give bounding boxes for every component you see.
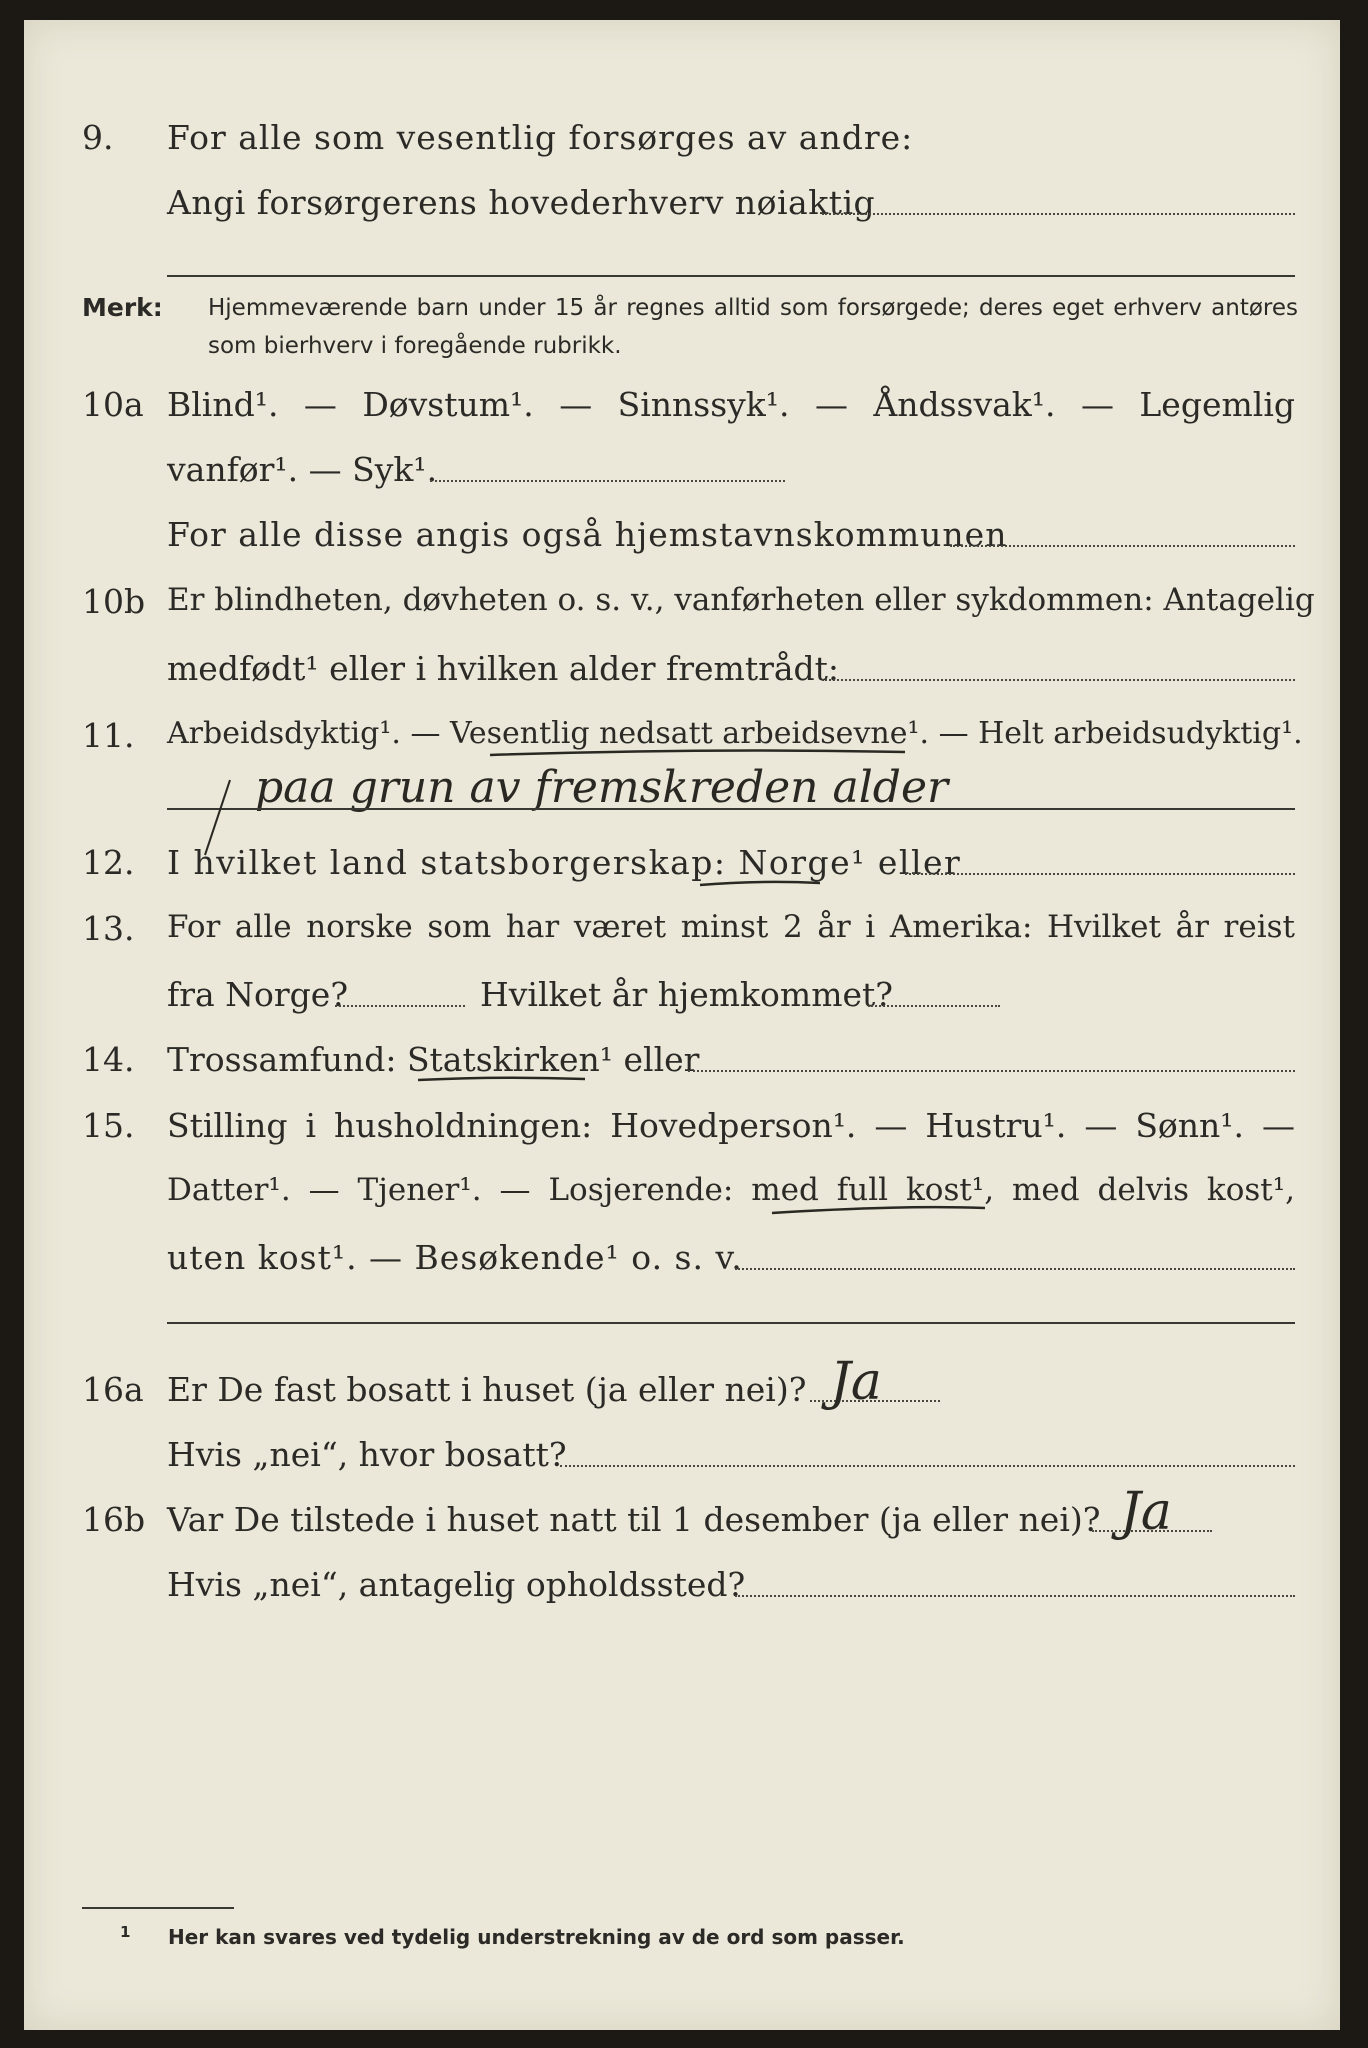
question-number: 9. (82, 118, 114, 157)
question-number: 14. (82, 1040, 135, 1079)
question-15 (0, 1106, 1368, 1166)
question-number: 13. (82, 909, 135, 948)
answer-field[interactable] (430, 480, 785, 482)
answer-field[interactable] (868, 1005, 1000, 1007)
question-16b-line-2 (0, 1565, 1368, 1625)
question-text: Er blindheten, døvheten o. s. v., vanførheten eller sykdommen: Antagelig (167, 582, 1315, 618)
question-10b-line-2 (0, 649, 1368, 709)
footnote-text: Her kan svares ved tydelig understrekning av de ord som passer. (168, 1925, 905, 1949)
note-text: Hjemmeværende barn under 15 år regnes alltid som forsørgede; deres eget erhverv antøres som bierhverv i foregående rubrikk. (208, 295, 1298, 359)
question-number: 12. (82, 843, 135, 882)
question-text: fra Norge? (167, 975, 349, 1014)
footnote-mark: 1 (120, 1923, 131, 1941)
question-text: Er De fast bosatt i huset (ja eller nei)? (167, 1370, 807, 1409)
answer-field[interactable] (688, 1070, 1295, 1072)
question-text: Trossamfund: Statskirken¹ eller (167, 1040, 700, 1079)
handwritten-answer: paa grun av fremskreden alder (255, 762, 949, 813)
question-number: 16a (82, 1370, 144, 1409)
answer-field[interactable] (950, 545, 1295, 547)
question-text: Datter¹. — Tjener¹. — Losjerende: med full kost¹, med delvis kost¹, (167, 1172, 1295, 1208)
answer-rule (167, 808, 1295, 810)
question-text: Arbeidsdyktig¹. — Vesentlig nedsatt arbeidsevne¹. — Helt arbeidsudyktig¹. (167, 716, 1303, 751)
question-text: For alle norske som har været minst 2 år i Amerika: Hvilket år reist (167, 909, 1295, 945)
handwritten-answer: Ja (830, 1352, 882, 1412)
answer-field[interactable] (335, 1005, 465, 1007)
question-text: Stilling i husholdningen: Hovedperson¹. — Hustru¹. — Sønn¹. — (167, 1106, 1295, 1145)
answer-field[interactable] (822, 679, 1295, 681)
question-number: 11. (82, 716, 135, 755)
question-14 (0, 1040, 1368, 1100)
question-number: 10b (82, 582, 146, 621)
question-text: Var De tilstede i huset natt til 1 desember (ja eller nei)? (167, 1500, 1101, 1539)
answer-field[interactable] (735, 1595, 1295, 1597)
footnote-rule (82, 1907, 234, 1909)
answer-rule (167, 275, 1295, 277)
question-text: Hvilket år hjemkommet? (480, 975, 893, 1014)
question-12 (0, 843, 1368, 903)
question-text: vanfør¹. — Syk¹. (167, 450, 438, 489)
question-number: 16b (82, 1500, 146, 1539)
question-text: Hvis „nei“, antagelig opholdssted? (167, 1565, 746, 1604)
question-10a-line-2 (0, 450, 1368, 510)
question-13 (0, 909, 1368, 969)
question-text: For alle som vesentlig forsørges av andre: (167, 118, 914, 157)
answer-rule (167, 1322, 1295, 1324)
question-13-line-2 (0, 975, 1368, 1035)
question-text: medfødt¹ eller i hvilken alder fremtrådt: (167, 649, 840, 688)
note-label: Merk: (82, 293, 163, 322)
answer-field[interactable] (735, 1268, 1295, 1270)
question-9-line-2 (0, 183, 1368, 243)
question-number: 15. (82, 1106, 135, 1145)
question-10a (0, 385, 1368, 445)
question-9 (0, 118, 1368, 178)
handwritten-answer: Ja (1120, 1482, 1172, 1542)
question-15-line-2 (0, 1172, 1368, 1232)
question-text: Hvis „nei“, hvor bosatt? (167, 1435, 567, 1474)
question-text: Blind¹. — Døvstum¹. — Sinnssyk¹. — Åndssvak¹. — Legemlig (167, 385, 1295, 424)
question-16a (0, 1370, 1368, 1430)
question-text: uten kost¹. — Besøkende¹ o. s. v. (167, 1238, 743, 1277)
question-text: Angi forsørgerens hovederhverv nøiaktig (167, 183, 876, 222)
question-number: 10a (82, 385, 144, 424)
answer-field[interactable] (905, 873, 1295, 875)
question-10b (0, 582, 1368, 642)
question-text: For alle disse angis også hjemstavnskommunen (167, 515, 1008, 554)
answer-field[interactable] (822, 213, 1295, 215)
question-10a-line-3 (0, 515, 1368, 575)
answer-field[interactable] (560, 1465, 1295, 1467)
question-15-line-3 (0, 1238, 1368, 1298)
question-text: I hvilket land statsborgerskap: Norge¹ eller (167, 843, 962, 882)
